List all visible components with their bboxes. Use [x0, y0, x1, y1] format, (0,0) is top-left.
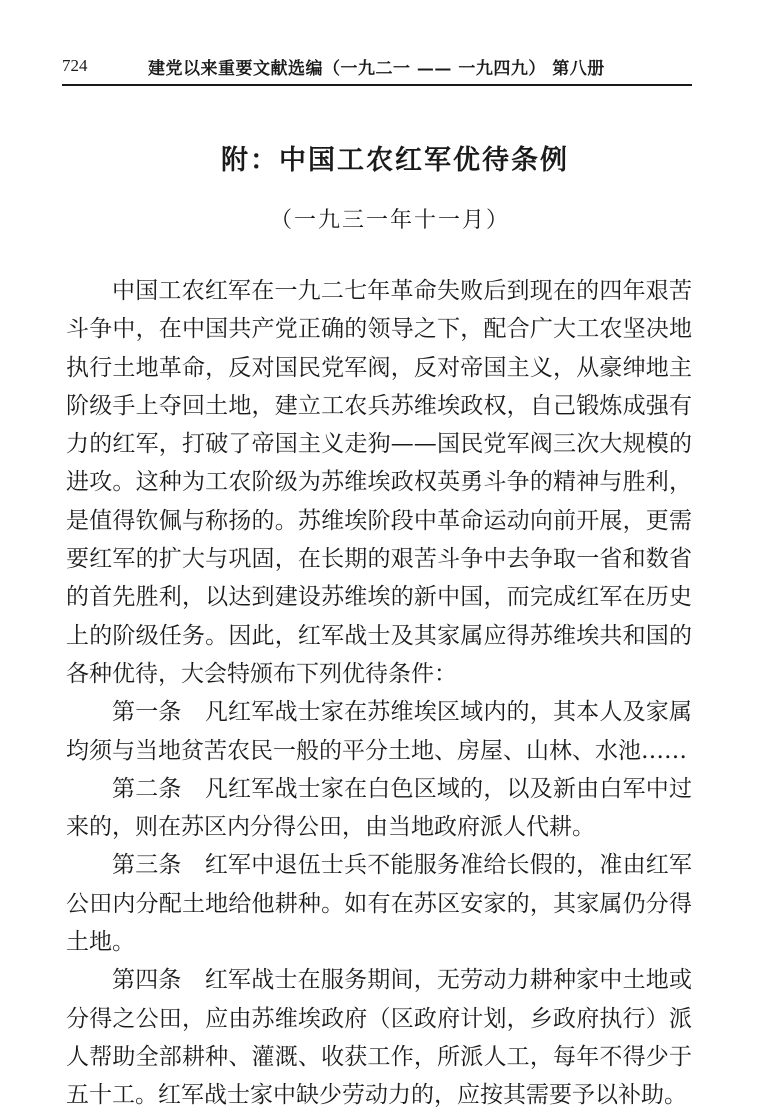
- article-1-paragraph: 第一条 凡红军战士家在苏维埃区域内的，其本人及家属均须与当地贫苦农民一般的平分土地、房屋、山林、水池……: [66, 699, 692, 764]
- document-date: （一九三一年十一月）: [269, 208, 510, 233]
- running-header: [62, 52, 692, 82]
- header-rule: [62, 84, 692, 86]
- page-number: 724: [62, 56, 88, 75]
- running-title: 建党以来重要文献选编（一九二一 —— 一九四九） 第八册: [148, 59, 605, 79]
- article-3-paragraph: 第三条 红军中退伍士兵不能服务准给长假的，准由红军公田内分配土地给他耕种。如有在苏区安家的，其家属仍分得土地。: [66, 852, 692, 956]
- article-4-paragraph: 第四条 红军战士在服务期间，无劳动力耕种家中土地或分得之公田，应由苏维埃政府（区政府计划，乡政府执行）派人帮助全部耕种、灌溉、收获工作，所派人工，每年不得少于五十工。红军战士家中缺少劳动力的，应按其需要予以补助。: [66, 967, 692, 1109]
- document-body: [66, 272, 692, 1115]
- article-2-paragraph: 第二条 凡红军战士家在白色区域的，以及新由白军中过来的，则在苏区内分得公田，由当地政府派人代耕。: [66, 775, 692, 841]
- document-title: 附：中国工农红军优待条例: [221, 145, 569, 176]
- preamble-paragraph: 中国工农红军在一九二七年革命失败后到现在的四年艰苦斗争中，在中国共产党正确的领导之下，配合广大工农坚决地执行土地革命，反对国民党军阀，反对帝国主义，从豪绅地主阶级手上夺回土地，建立工农兵苏维埃政权，自己锻炼成强有力的红军，打破了帝国主义走狗——国民党军阀三次大规模的进攻。这种为工农阶级为苏维埃政权英勇斗争的精神与胜利，是值得钦佩与称扬的。苏维埃阶段中革命运动向前开展，更需要红军的扩大与巩固，在长期的艰苦斗争中去争取一省和数省的首先胜利，以达到建设苏维埃的新中国，而完成红军在历史上的阶级任务。因此，红军战士及其家属应得苏维埃共和国的各种优待，大会特颁布下列优待条件：: [66, 278, 692, 687]
